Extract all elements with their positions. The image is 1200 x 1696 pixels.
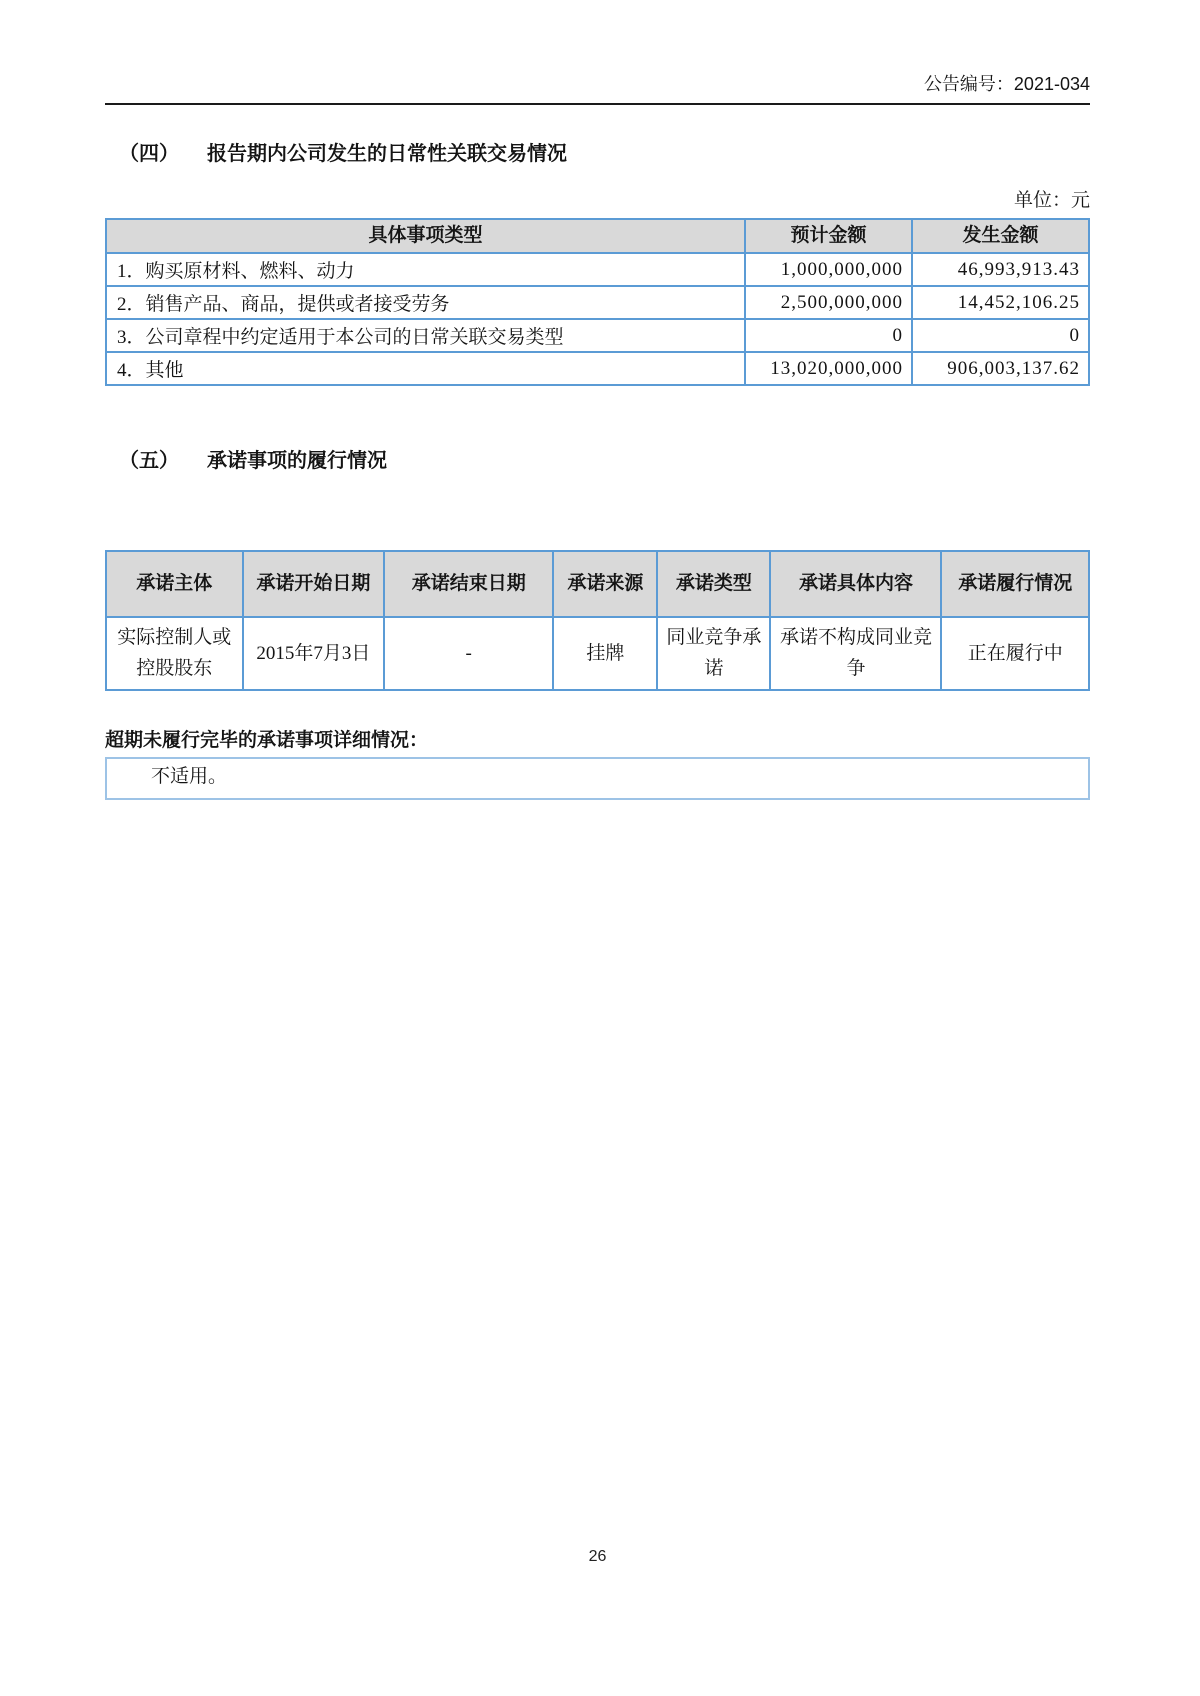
table2-cell-source: 挂牌	[553, 617, 657, 690]
table2-header-type: 承诺类型	[657, 551, 770, 617]
table1-row3-expected: 0	[745, 319, 912, 352]
not-applicable-box	[105, 757, 1090, 801]
table-row	[106, 286, 1089, 319]
table1-row2-expected: 2,500,000,000	[745, 286, 912, 319]
table2-header-start-date: 承诺开始日期	[243, 551, 385, 617]
table-row	[106, 352, 1089, 385]
table2-header-status: 承诺履行情况	[941, 551, 1089, 617]
not-applicable-text: 不适用。	[151, 765, 228, 787]
section4-heading	[119, 141, 1090, 167]
table1-row4-expected: 13,020,000,000	[745, 352, 912, 385]
table1-row2-type: 2．销售产品、商品，提供或者接受劳务	[106, 286, 745, 319]
section4-number: （四）	[119, 142, 179, 165]
unit-label: 单位：元	[1013, 189, 1090, 211]
commitments-table	[105, 550, 1090, 691]
table2-cell-status: 正在履行中	[941, 617, 1089, 690]
table1-row3-type: 3．公司章程中约定适用于本公司的日常关联交易类型	[106, 319, 745, 352]
table1-header-expected: 预计金额	[745, 219, 912, 254]
table2-cell-subject: 实际控制人或控股股东	[106, 617, 243, 690]
table2-header-row	[106, 551, 1089, 617]
page-number: 26	[588, 1548, 607, 1565]
table1-header-actual: 发生金额	[912, 219, 1089, 254]
table1-row3-actual: 0	[912, 319, 1089, 352]
table2-cell-type: 同业竞争承诺	[657, 617, 770, 690]
overdue-commitments-label: 超期未履行完毕的承诺事项详细情况：	[105, 729, 429, 751]
table1-row1-expected: 1,000,000,000	[745, 253, 912, 286]
section4-title: 报告期内公司发生的日常性关联交易情况	[207, 142, 567, 165]
page-content	[105, 0, 1090, 800]
table-row	[106, 253, 1089, 286]
table2-header-content: 承诺具体内容	[770, 551, 941, 617]
section5-number: （五）	[119, 450, 179, 473]
table1-row2-actual: 14,452,106.25	[912, 286, 1089, 319]
announcement-number-label: 公告编号：	[923, 74, 1014, 94]
table2-cell-content: 承诺不构成同业竞争	[770, 617, 941, 690]
announcement-header	[105, 74, 1090, 105]
table2-header-subject: 承诺主体	[106, 551, 243, 617]
table1-header-type: 具体事项类型	[106, 219, 745, 254]
table2-cell-start-date: 2015年7月3日	[243, 617, 385, 690]
table1-header-row	[106, 219, 1089, 254]
table1-row1-type: 1．购买原材料、燃料、动力	[106, 253, 745, 286]
table1-row4-type: 4．其他	[106, 352, 745, 385]
table2-header-source: 承诺来源	[553, 551, 657, 617]
table-row	[106, 617, 1089, 690]
daily-related-transactions-table	[105, 218, 1090, 387]
table2-header-end-date: 承诺结束日期	[384, 551, 553, 617]
section5-title: 承诺事项的履行情况	[207, 450, 387, 473]
table2-cell-end-date: -	[384, 617, 553, 690]
announcement-number-value: 2021-034	[1013, 74, 1090, 94]
table1-row1-actual: 46,993,913.43	[912, 253, 1089, 286]
section5-heading	[119, 448, 1090, 474]
table-row	[106, 319, 1089, 352]
table1-row4-actual: 906,003,137.62	[912, 352, 1089, 385]
